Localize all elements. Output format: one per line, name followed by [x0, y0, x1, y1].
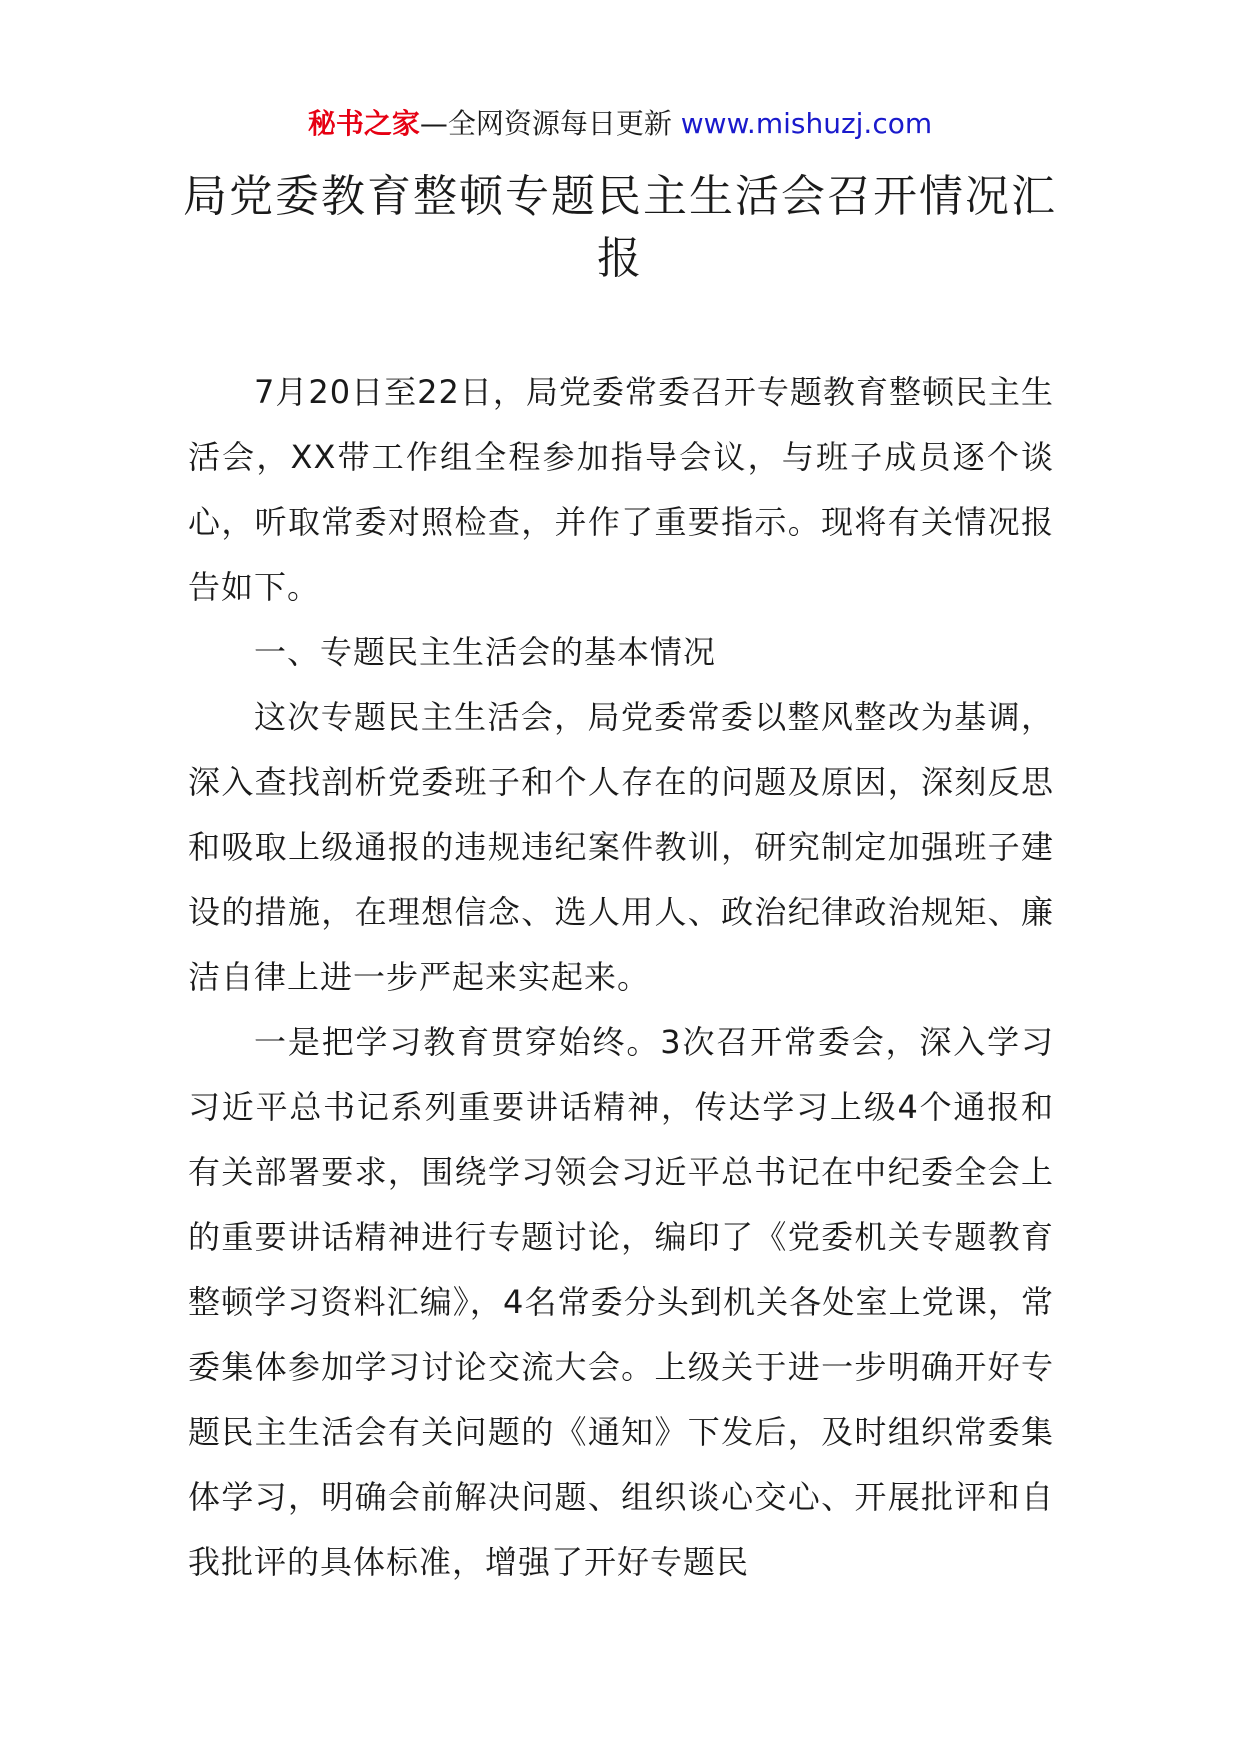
document-title: 局党委教育整顿专题民主生活会召开情况汇报 — [183, 171, 1057, 284]
paragraph-intro: 7月20日至22日，局党委常委召开专题教育整顿民主生活会，XX带工作组全程参加指导会议，与班子成员逐个谈心，听取常委对照检查，并作了重要指示。现将有关情况报告如下。 — [188, 373, 1054, 606]
site-banner — [0, 104, 1240, 144]
section-heading: 一、专题民主生活会的基本情况 — [254, 633, 717, 671]
paragraph-study: 一是把学习教育贯穿始终。3次召开常委会，深入学习习近平总书记系列重要讲话精神，传达学习上级4个通报和有关部署要求，围绕学习领会习近平总书记在中纪委全会上的重要讲话精神进行专题讨论，编印了《党委机关专题教育整顿学习资料汇编》，4名常委分头到机关各处室上党课，常委集体参加学习讨论交流大会。上级关于进一步明确开好专题民主生活会有关问题的《通知》下发后，及时组织常委集体学习，明确会前解决问题、组织谈心交心、开展批评和自我批评的具体标准，增强了开好专题民 — [188, 1023, 1054, 1581]
site-url-link[interactable]: www.mishuzj.com — [680, 107, 933, 140]
brand-name: 秘书之家 — [307, 107, 420, 140]
paragraph-overview: 这次专题民主生活会，局党委常委以整风整改为基调，深入查找剖析党委班子和个人存在的问题及原因，深刻反思和吸取上级通报的违规违纪案件教训，研究制定加强班子建设的措施，在理想信念、选人用人、政治纪律政治规矩、廉洁自律上进一步严起来实起来。 — [188, 698, 1054, 996]
banner-tagline: —全网资源每日更新 — [419, 107, 681, 140]
document-body — [188, 360, 1054, 1595]
